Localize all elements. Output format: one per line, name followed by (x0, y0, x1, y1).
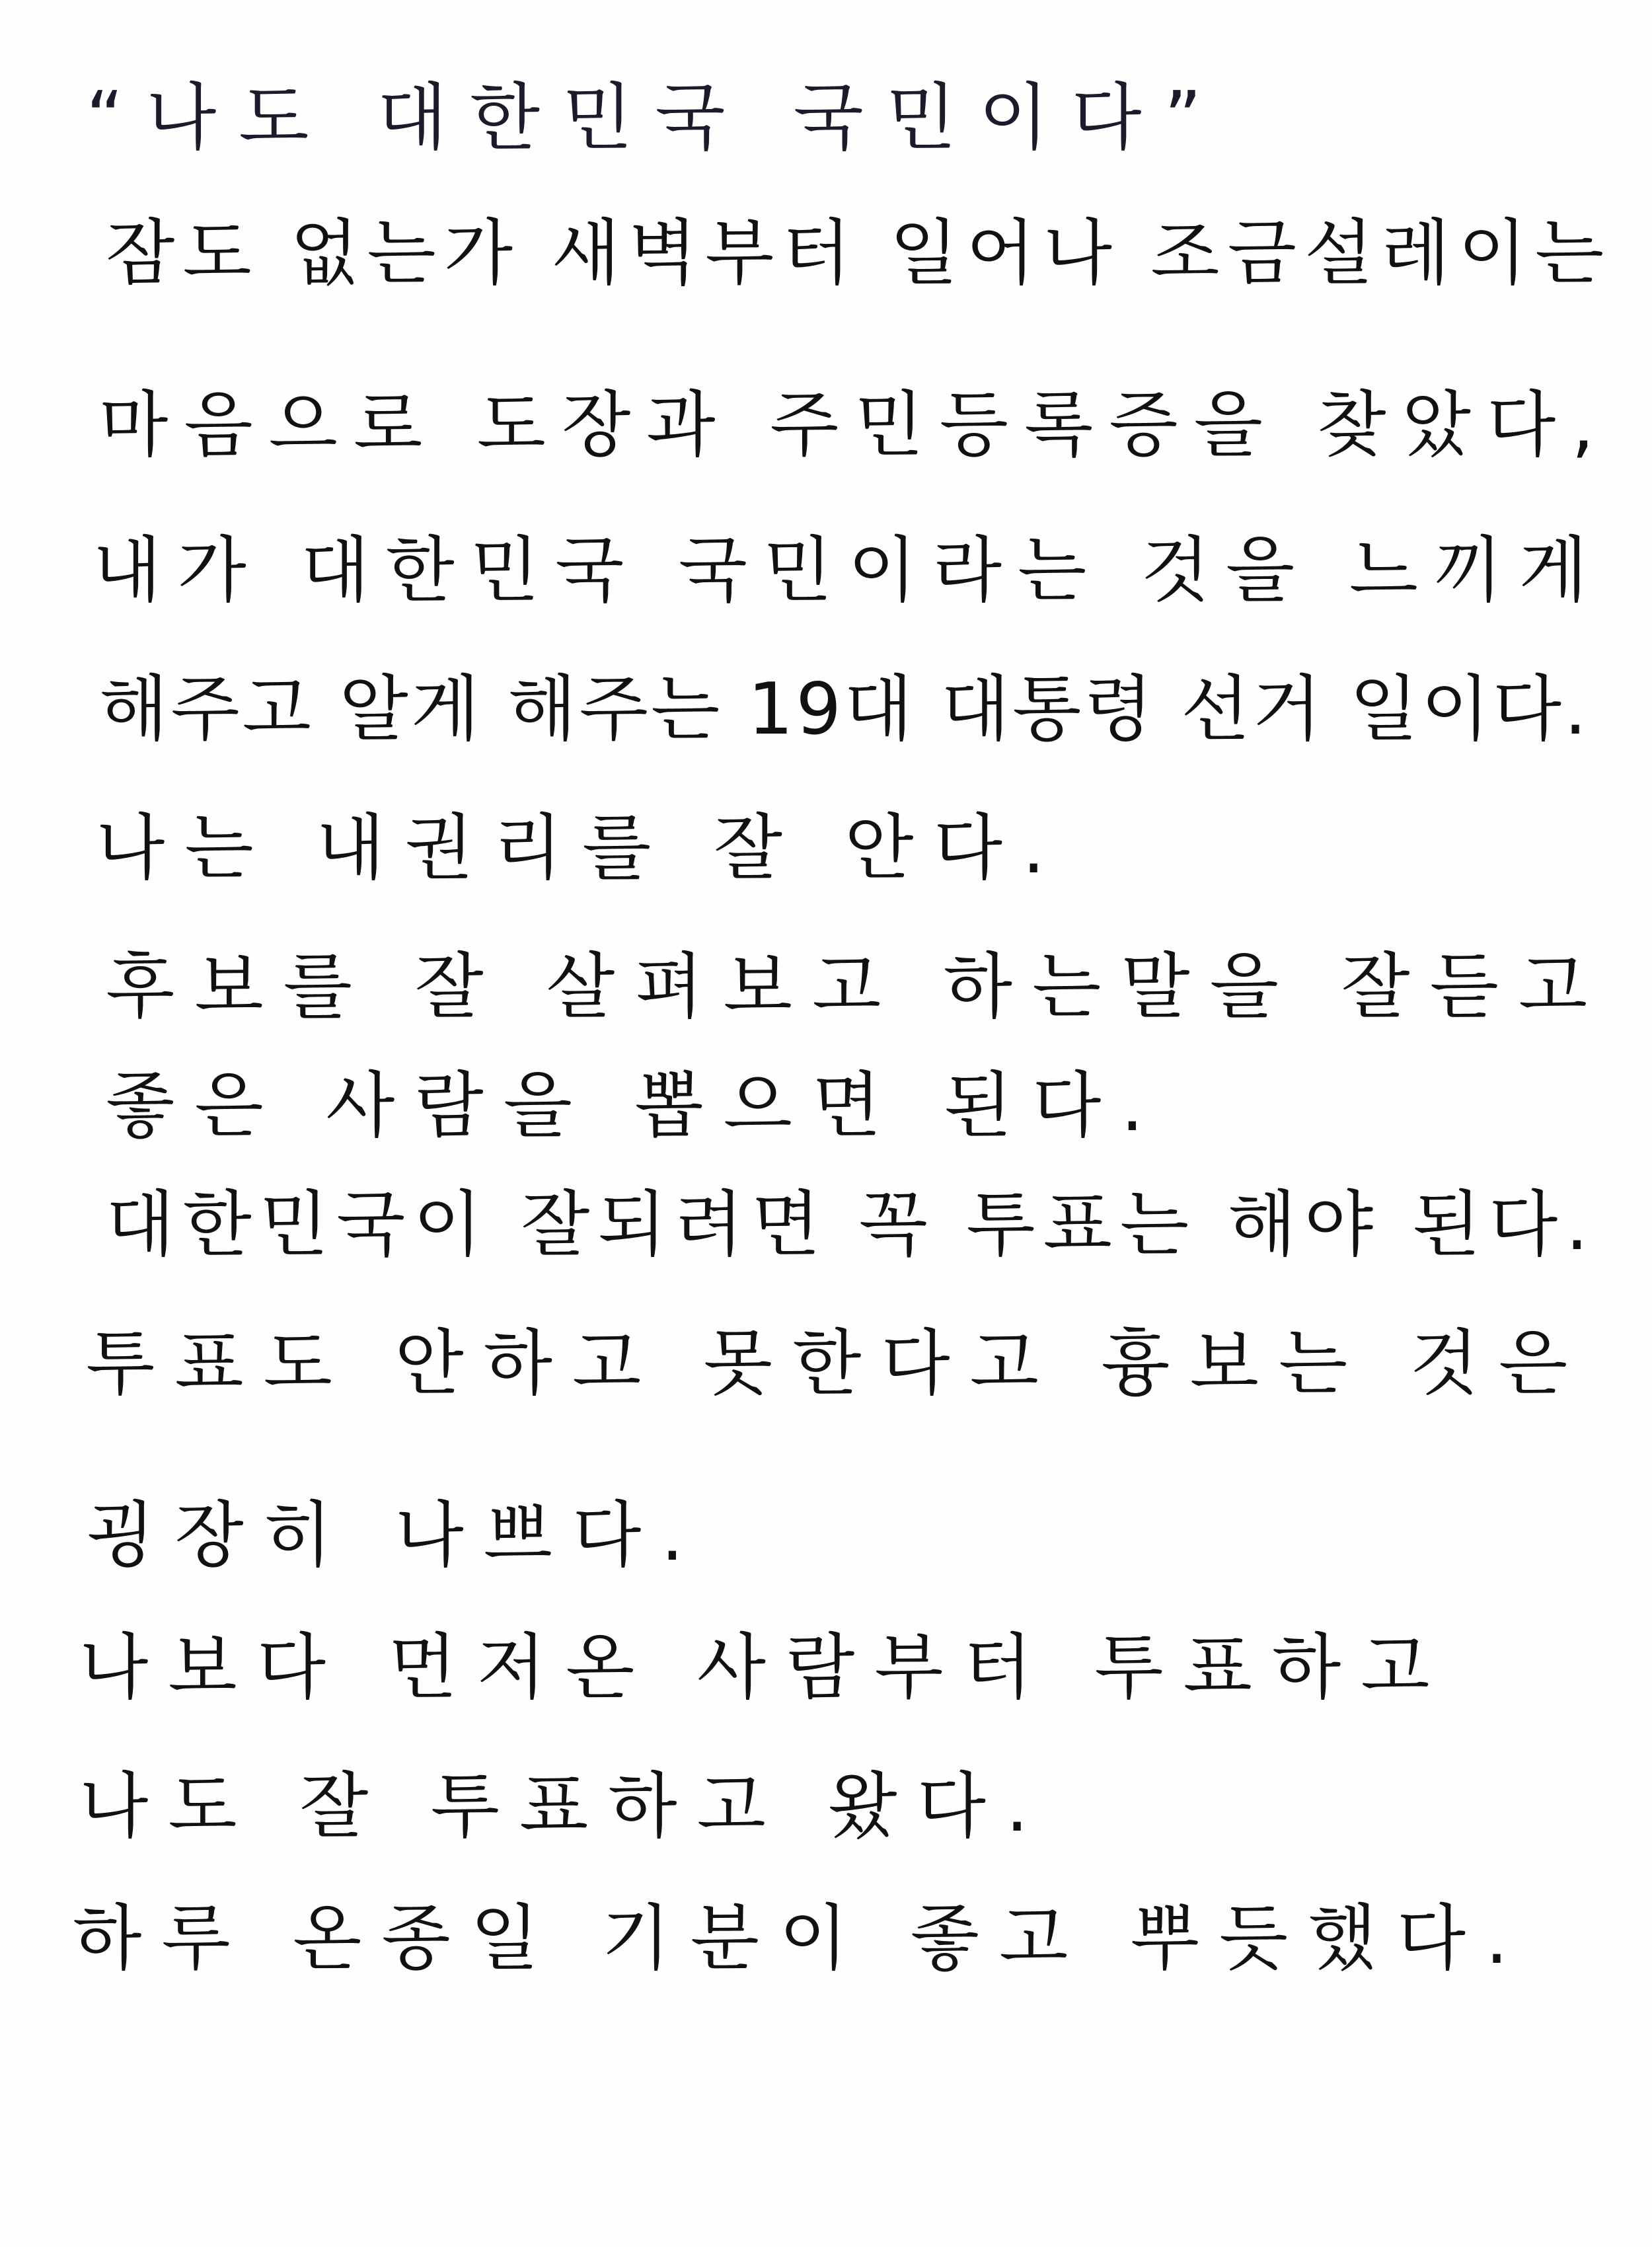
text-line: 후보를 잘 살펴보고 하는말을 잘듣고 (106, 946, 1608, 1028)
text-line: 하루 온종일 기분이 좋고 뿌듯했다. (73, 1897, 1528, 1980)
page-title: “나도 대한민국 국민이다” (86, 75, 1224, 160)
text-line: 해주고 알게 해주는 19대 대통령 선거 일이다. (99, 668, 1590, 751)
text-line: 나도 잘 투표하고 왔다. (79, 1765, 1049, 1848)
text-line: 잠도 없는가 새벽부터 일어나 조금설레이는 (106, 212, 1612, 295)
text-line: 좋은 사람을 뽑으면 된다. (106, 1065, 1164, 1147)
text-line: 투표도 안하고 못한다고 흉보는 것은 (86, 1322, 1588, 1405)
text-line: 마음으로 도장과 주민등록증을 찾았다, (99, 384, 1610, 467)
text-line: 대한민국이 잘되려면 꼭 투표는 해야 된다. (106, 1184, 1596, 1266)
text-line: 나보다 먼저온 사람부터 투표하고 (79, 1626, 1450, 1709)
text-line: 굉장히 나쁘다. (86, 1494, 704, 1577)
text-line: 나는 내권리를 잘 안다. (96, 807, 1065, 890)
text-line: 내가 대한민국 국민이라는 것을 느끼게 (93, 529, 1604, 612)
